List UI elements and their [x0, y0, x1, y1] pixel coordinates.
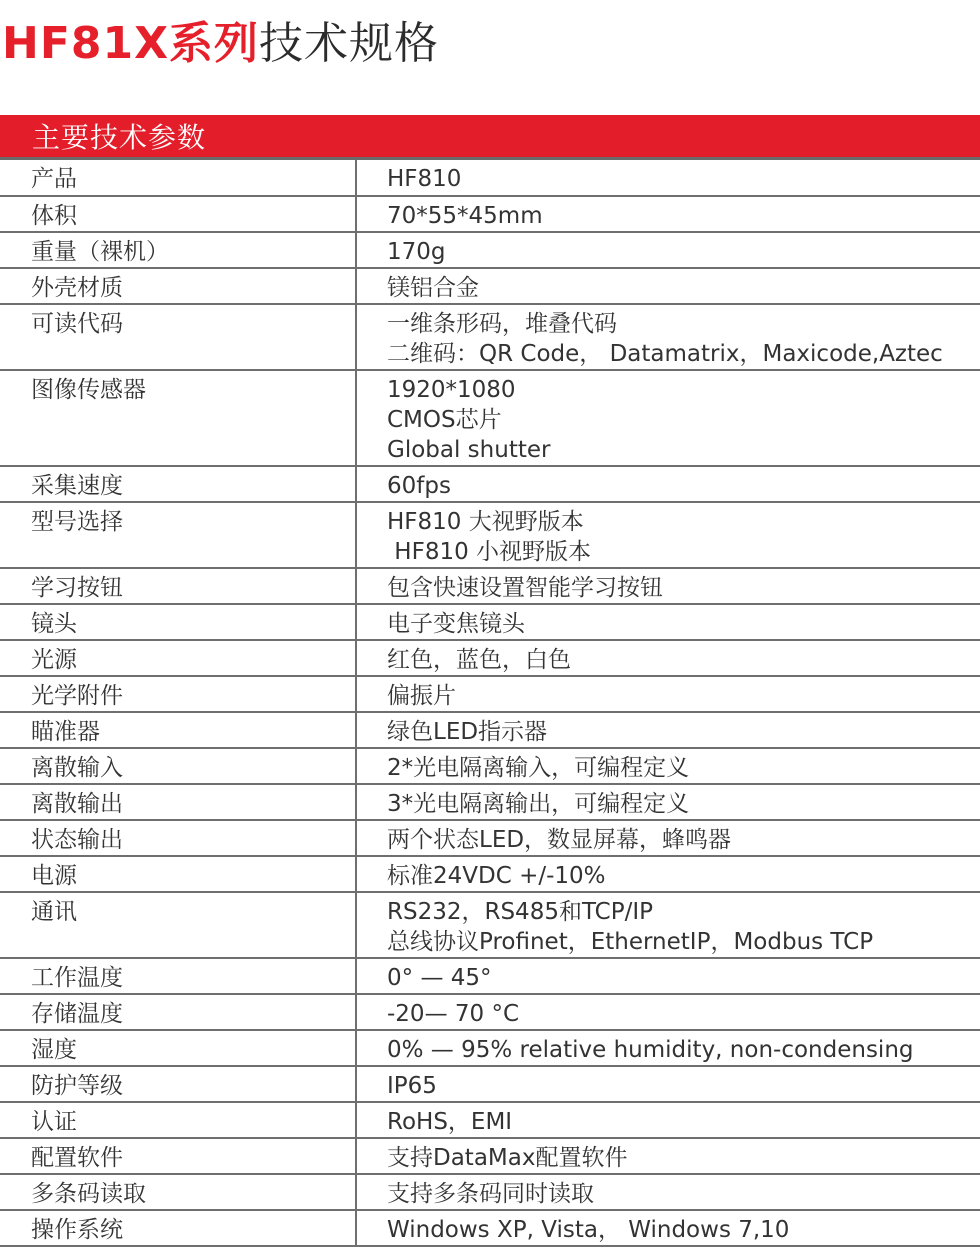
spec-value [356, 820, 980, 856]
spec-value [356, 994, 980, 1030]
spec-label: 瞄准器 [0, 712, 356, 748]
spec-value-line: 偏振片 [387, 682, 456, 709]
spec-value-line: 0° — 45° [387, 964, 492, 991]
spec-value [356, 466, 980, 502]
spec-value [356, 856, 980, 892]
spec-row [0, 1030, 980, 1066]
spec-value-line: 标准24VDC +/-10% [387, 862, 606, 889]
page-title-rest: 技术规格 [259, 18, 440, 69]
spec-value [356, 568, 980, 604]
spec-row [0, 196, 980, 232]
spec-label: 镜头 [0, 604, 356, 640]
spec-value-line: HF810 [387, 166, 462, 192]
spec-value [356, 748, 980, 784]
spec-value [356, 232, 980, 268]
spec-value-line: 红色，蓝色，白色 [387, 646, 571, 673]
spec-table [0, 160, 980, 1247]
spec-row [0, 994, 980, 1030]
spec-row [0, 466, 980, 502]
spec-table-body [0, 160, 980, 1246]
spec-value-line: HF810 大视野版本 [387, 508, 584, 535]
page-title-accent: HF81X系列 [2, 18, 260, 69]
spec-row [0, 568, 980, 604]
spec-label: 型号选择 [0, 502, 356, 568]
spec-value-line: 二维码：QR Code， Datamatrix，Maxicode,Aztec [387, 340, 943, 367]
page-title [2, 14, 439, 74]
spec-label: 多条码读取 [0, 1174, 356, 1210]
spec-label: 离散输出 [0, 784, 356, 820]
spec-value-line: 电子变焦镜头 [387, 610, 525, 637]
spec-value-line: 总线协议Profinet，EthernetIP，Modbus TCP [387, 928, 874, 955]
spec-value [356, 370, 980, 466]
spec-value-line: Windows XP, Vista， Windows 7,10 [387, 1216, 790, 1243]
spec-value-line: 绿色LED指示器 [387, 718, 548, 745]
spec-value-line: RS232，RS485和TCP/IP [387, 898, 653, 925]
spec-row [0, 1210, 980, 1246]
spec-row [0, 304, 980, 370]
spec-value [356, 196, 980, 232]
spec-label: 可读代码 [0, 304, 356, 370]
spec-row [0, 1174, 980, 1210]
spec-label: 状态输出 [0, 820, 356, 856]
spec-row [0, 820, 980, 856]
spec-value [356, 640, 980, 676]
spec-value [356, 1210, 980, 1246]
spec-value [356, 304, 980, 370]
spec-row [0, 268, 980, 304]
spec-row [0, 640, 980, 676]
spec-value [356, 1138, 980, 1174]
spec-value-line: 两个状态LED，数显屏幕，蜂鸣器 [387, 826, 732, 853]
spec-label: 图像传感器 [0, 370, 356, 466]
spec-value [356, 676, 980, 712]
spec-row [0, 712, 980, 748]
spec-value-line: 一维条形码，堆叠代码 [387, 310, 617, 337]
spec-value-line: HF810 小视野版本 [387, 538, 592, 565]
spec-value-line: 支持多条码同时读取 [387, 1180, 594, 1207]
section-header: 主要技术参数 [0, 115, 980, 157]
spec-label: 光源 [0, 640, 356, 676]
spec-label: 工作温度 [0, 958, 356, 994]
spec-value-line: 60fps [387, 472, 451, 499]
spec-label: 配置软件 [0, 1138, 356, 1174]
spec-label: 重量（裸机） [0, 232, 356, 268]
spec-value [356, 1066, 980, 1102]
spec-label: 湿度 [0, 1030, 356, 1066]
spec-value [356, 502, 980, 568]
spec-row [0, 748, 980, 784]
spec-value-line: 2*光电隔离输入，可编程定义 [387, 754, 690, 781]
spec-label: 认证 [0, 1102, 356, 1138]
spec-row [0, 604, 980, 640]
spec-label: 体积 [0, 196, 356, 232]
spec-label: 光学附件 [0, 676, 356, 712]
spec-row [0, 1102, 980, 1138]
spec-value-line: 支持DataMax配置软件 [387, 1144, 628, 1171]
spec-value [356, 268, 980, 304]
spec-row [0, 370, 980, 466]
spec-value [356, 604, 980, 640]
spec-label: 防护等级 [0, 1066, 356, 1102]
spec-value [356, 1174, 980, 1210]
spec-value-line: CMOS芯片 [387, 406, 502, 433]
spec-value-line: IP65 [387, 1072, 437, 1099]
spec-label: 操作系统 [0, 1210, 356, 1246]
spec-value-line: 3*光电隔离输出，可编程定义 [387, 790, 690, 817]
spec-label: 电源 [0, 856, 356, 892]
spec-label: 学习按钮 [0, 568, 356, 604]
spec-row [0, 1138, 980, 1174]
spec-row [0, 232, 980, 268]
spec-value [356, 958, 980, 994]
spec-row [0, 160, 980, 196]
spec-value [356, 1102, 980, 1138]
spec-row [0, 676, 980, 712]
spec-label: 产品 [0, 160, 356, 196]
spec-row [0, 958, 980, 994]
spec-value [356, 712, 980, 748]
spec-row [0, 502, 980, 568]
spec-label: 通讯 [0, 892, 356, 958]
spec-value-line: 1920*1080 [387, 376, 516, 403]
spec-value-line: Global shutter [387, 436, 551, 463]
spec-label: 离散输入 [0, 748, 356, 784]
spec-row [0, 856, 980, 892]
spec-value [356, 160, 980, 196]
spec-value-line: 包含快速设置智能学习按钮 [387, 574, 663, 601]
spec-row [0, 892, 980, 958]
spec-label: 采集速度 [0, 466, 356, 502]
spec-value-line: RoHS，EMI [387, 1108, 513, 1135]
spec-value [356, 892, 980, 958]
spec-value-line: -20— 70 °C [387, 1000, 520, 1027]
spec-row [0, 1066, 980, 1102]
spec-label: 外壳材质 [0, 268, 356, 304]
spec-label: 存储温度 [0, 994, 356, 1030]
spec-value-line: 0% — 95% relative humidity, non-condensing [387, 1036, 914, 1063]
spec-value [356, 784, 980, 820]
spec-value-line: 170g [387, 238, 446, 265]
spec-value-line: 70*55*45mm [387, 202, 543, 229]
spec-value-line: 镁铝合金 [387, 274, 479, 301]
spec-value [356, 1030, 980, 1066]
spec-row [0, 784, 980, 820]
